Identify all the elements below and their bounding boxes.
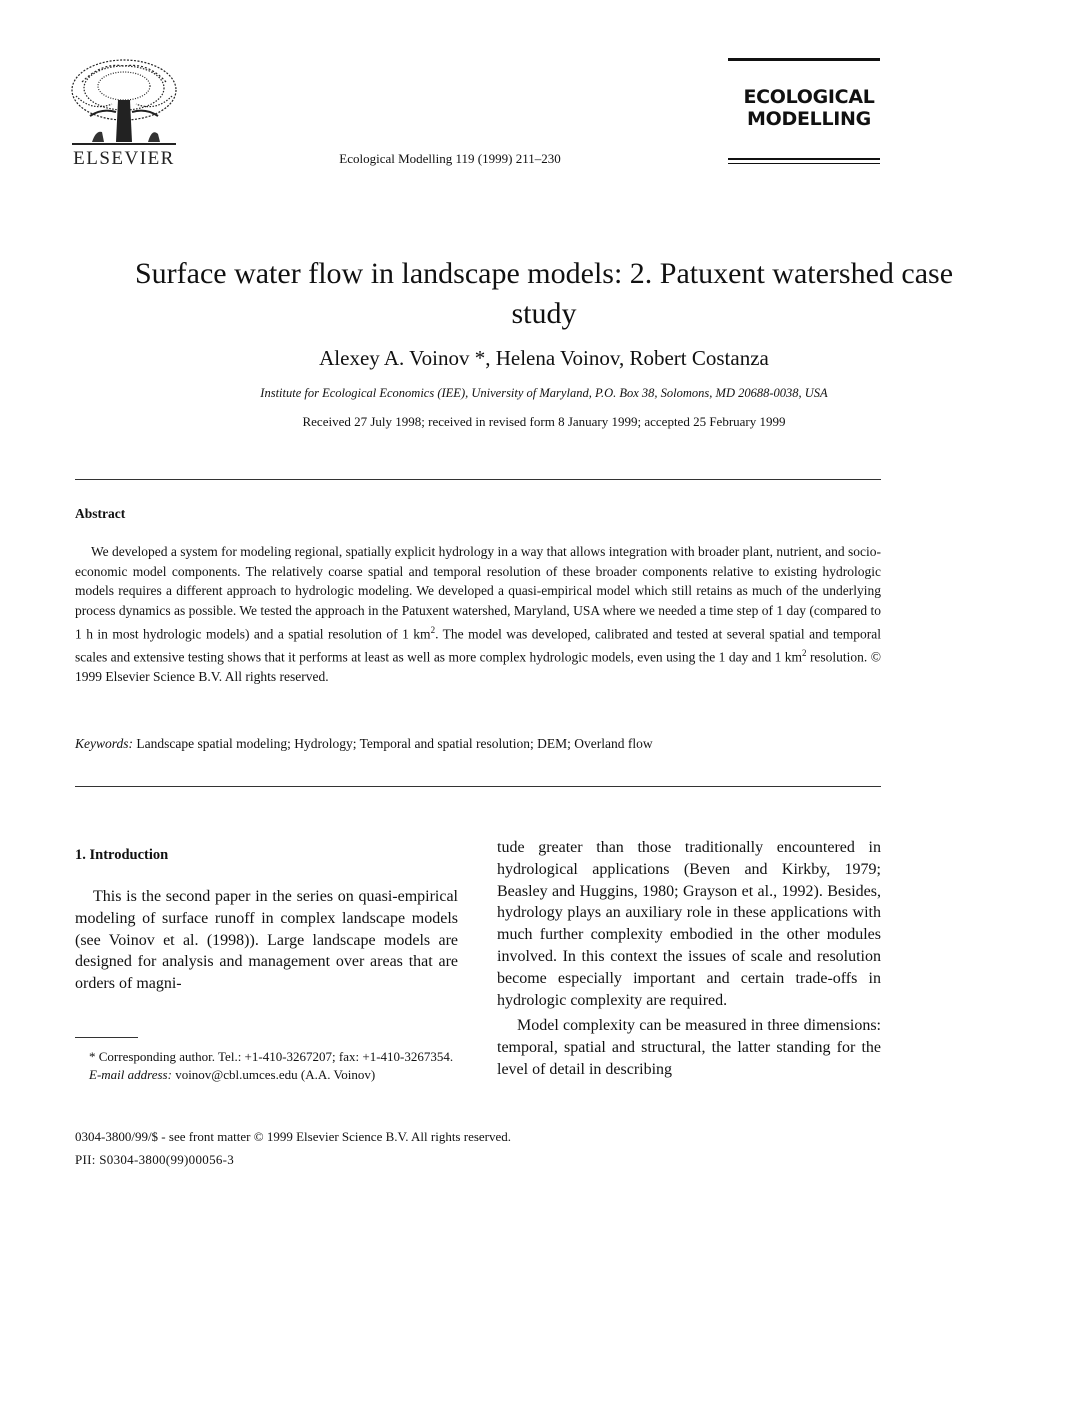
footnote (75, 1048, 458, 1084)
submission-dates: Received 27 July 1998; received in revised form 8 January 1999; accepted 25 February 1999 (302, 414, 786, 429)
divider-top (75, 479, 881, 480)
masthead-rule-bottom (728, 158, 880, 160)
abstract-text-1: We developed a system for modeling regional, spatially explicit hydrology in a way that allows integration with broader plant, nutrient, and socio-economic model components. The relatively coarse spatial and temporal resolution of these broader components relative to existing hydrologic models requires a different approach to hydrologic modeling. We developed a quasi-empirical model which still retains as much of the underlying process dynamics as possible. We tested the approach in the Patuxent watershed, Maryland, USA where we needed a time step of 1 day (compared to 1 h in most hydrologic models) and a spatial resolution of 1 km (75, 544, 881, 642)
right-paragraph-2: Model complexity can be measured in three dimensions: temporal, spatial and structural, the latter standing for the level of detail in describing (497, 1017, 881, 1078)
abstract-text-2: . The model was developed, calibrated and tested at several spatial and temporal scales and extensive testing shows that it performs at least as well as more complex hydrologic models, even using the 1 day and 1 km (75, 626, 882, 665)
author-affiliation: Institute for Ecological Economics (IEE), University of Maryland, P.O. Box 38, Solomons, MD 20688-0038, USA (260, 386, 828, 400)
journal-masthead (728, 58, 880, 170)
email-note (75, 1066, 458, 1084)
author-list: Alexey A. Voinov *, Helena Voinov, Robert Costanza (319, 346, 769, 370)
footnote-rule (75, 1037, 138, 1038)
superscript: 2 (430, 624, 436, 635)
copyright-line: 0304-3800/99/$ - see front matter © 1999 Elsevier Science B.V. All rights reserved. (75, 1129, 512, 1144)
section-heading: 1. Introduction (75, 847, 169, 863)
abstract-heading: Abstract (75, 506, 126, 521)
publisher-name: ELSEVIER (73, 148, 175, 169)
masthead-rule-top (728, 58, 880, 61)
abstract-text-3: resolution. © 1999 Elsevier Science B.V. All rights reserved. (75, 649, 881, 685)
journal-name: ECOLOGICAL MODELLING (743, 86, 875, 130)
keywords-list: Landscape spatial modeling; Hydrology; Temporal and spatial resolution; DEM; Overland flow (133, 736, 653, 751)
left-column-text: This is the second paper in the series on quasi-empirical modeling of surface runoff in complex landscape models (see Voinov et al. (1998)). Large landscape models are designed for analysis and management over areas that are orders of magni- (75, 888, 458, 993)
corresponding-author-note: * Corresponding author. Tel.: +1-410-3267207; fax: +1-410-3267354. (89, 1049, 454, 1064)
journal-citation: Ecological Modelling 119 (1999) 211–230 (339, 151, 561, 166)
paper-title: Surface water flow in landscape models: 2. Patuxent watershed case study (134, 257, 954, 330)
email-label: E-mail address: (89, 1067, 172, 1082)
keywords-label: Keywords: (75, 736, 133, 751)
right-column (497, 837, 881, 1081)
email-address: voinov@cbl.umces.edu (A.A. Voinov) (171, 1067, 376, 1082)
right-paragraph-1: tude greater than those traditionally encountered in hydrological applications (Beven and Kirkby, 1979; Beasley and Huggins, 1980; Grayson et al., 1992). Besides, hydrology plays an auxiliary role in these applications with much further complexity embodied in the other modules involved. In this context the issues of scale and resolution become especially important and certain trade-offs in hydrologic complexity are required. (497, 839, 881, 1009)
abstract-body (75, 542, 881, 687)
divider-bottom (75, 786, 881, 787)
publisher-logo (62, 52, 186, 170)
elsevier-tree-icon (62, 52, 186, 148)
keywords (75, 736, 881, 752)
masthead-rule-bottom-thin (728, 163, 880, 164)
pii-line: PII: S0304-3800(99)00056-3 (75, 1152, 235, 1167)
superscript: 2 (802, 648, 807, 659)
